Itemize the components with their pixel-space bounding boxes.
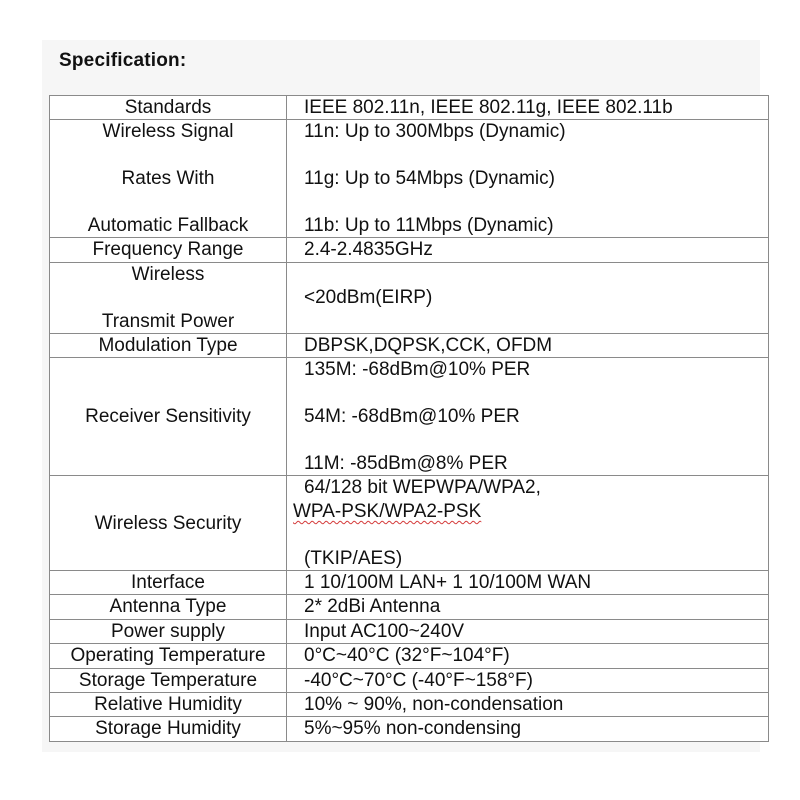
spec-value-antenna-type: 2* 2dBi Antenna xyxy=(287,595,769,619)
spec-row-power-supply xyxy=(50,619,769,643)
spec-row-wireless-security xyxy=(50,476,769,571)
value-line: 64/128 bit WEPWPA/WPA2, xyxy=(304,477,541,499)
spec-value-relative-humidity: 10% ~ 90%, non-condensation xyxy=(287,693,769,717)
spec-row-antenna-type xyxy=(50,595,769,619)
spec-value-wireless-security xyxy=(287,476,769,571)
spec-label-frequency-range: Frequency Range xyxy=(50,238,287,262)
spec-value-storage-humidity: 5%~95% non-condensing xyxy=(287,717,769,741)
value-line: 54M: -68dBm@10% PER xyxy=(304,406,520,428)
label-line: Automatic Fallback xyxy=(87,215,249,236)
spec-value-interface: 1 10/100M LAN+ 1 10/100M WAN xyxy=(287,571,769,595)
spec-row-storage-temperature xyxy=(50,668,769,692)
spec-value-power-supply: Input AC100~240V xyxy=(287,619,769,643)
value-line: 135M: -68dBm@10% PER xyxy=(304,359,531,381)
label-line: Wireless Signal xyxy=(102,121,234,143)
spec-value-receiver-sensitivity xyxy=(287,358,769,476)
spec-label-relative-humidity: Relative Humidity xyxy=(50,693,287,717)
value-line: (TKIP/AES) xyxy=(304,547,403,569)
spec-label-wireless-signal-rates xyxy=(50,120,287,238)
spec-label-interface: Interface xyxy=(50,571,287,595)
spec-label-antenna-type: Antenna Type xyxy=(50,595,287,619)
spec-value-storage-temperature: -40°C~70°C (-40°F~158°F) xyxy=(287,668,769,692)
value-line: 11g: Up to 54Mbps (Dynamic) xyxy=(304,168,555,190)
spec-row-receiver-sensitivity xyxy=(50,358,769,476)
spec-value-wireless-signal-rates xyxy=(287,120,769,238)
spec-value-standards: IEEE 802.11n, IEEE 802.11g, IEEE 802.11b xyxy=(287,96,769,120)
spec-value-modulation-type: DBPSK,DQPSK,CCK, OFDM xyxy=(287,334,769,358)
spec-value-frequency-range: 2.4-2.4835GHz xyxy=(287,238,769,262)
spec-row-storage-humidity xyxy=(50,717,769,741)
spec-label-wireless-security: Wireless Security xyxy=(50,476,287,571)
spec-row-standards xyxy=(50,96,769,120)
spec-row-relative-humidity xyxy=(50,693,769,717)
spec-label-storage-humidity: Storage Humidity xyxy=(50,717,287,741)
spec-value-transmit-power: <20dBm(EIRP) xyxy=(287,262,769,333)
spec-row-modulation-type xyxy=(50,334,769,358)
spec-row-frequency-range xyxy=(50,238,769,262)
spec-row-wireless-signal-rates xyxy=(50,120,769,238)
value-line: 11b: Up to 11Mbps (Dynamic) xyxy=(304,215,554,236)
label-line: Rates With xyxy=(121,168,215,190)
label-line: Transmit Power xyxy=(101,310,235,332)
spec-label-modulation-type: Modulation Type xyxy=(50,334,287,358)
spec-row-transmit-power xyxy=(50,262,769,333)
value-line: 11n: Up to 300Mbps (Dynamic) xyxy=(304,121,566,143)
spec-row-operating-temperature xyxy=(50,644,769,668)
label-line: Wireless xyxy=(131,263,205,285)
spec-label-operating-temperature: Operating Temperature xyxy=(50,644,287,668)
spec-heading: Specification: xyxy=(59,50,187,71)
spec-label-standards: Standards xyxy=(50,96,287,120)
spec-label-receiver-sensitivity: Receiver Sensitivity xyxy=(50,358,287,476)
spec-row-interface xyxy=(50,571,769,595)
spec-label-power-supply: Power supply xyxy=(50,619,287,643)
spec-label-storage-temperature: Storage Temperature xyxy=(50,668,287,692)
value-line: 11M: -85dBm@8% PER xyxy=(304,453,508,475)
specification-table xyxy=(49,95,769,742)
spec-value-operating-temperature: 0°C~40°C (32°F~104°F) xyxy=(287,644,769,668)
value-line: WPA-PSK/WPA2-PSK xyxy=(293,500,482,522)
spec-label-transmit-power xyxy=(50,262,287,333)
